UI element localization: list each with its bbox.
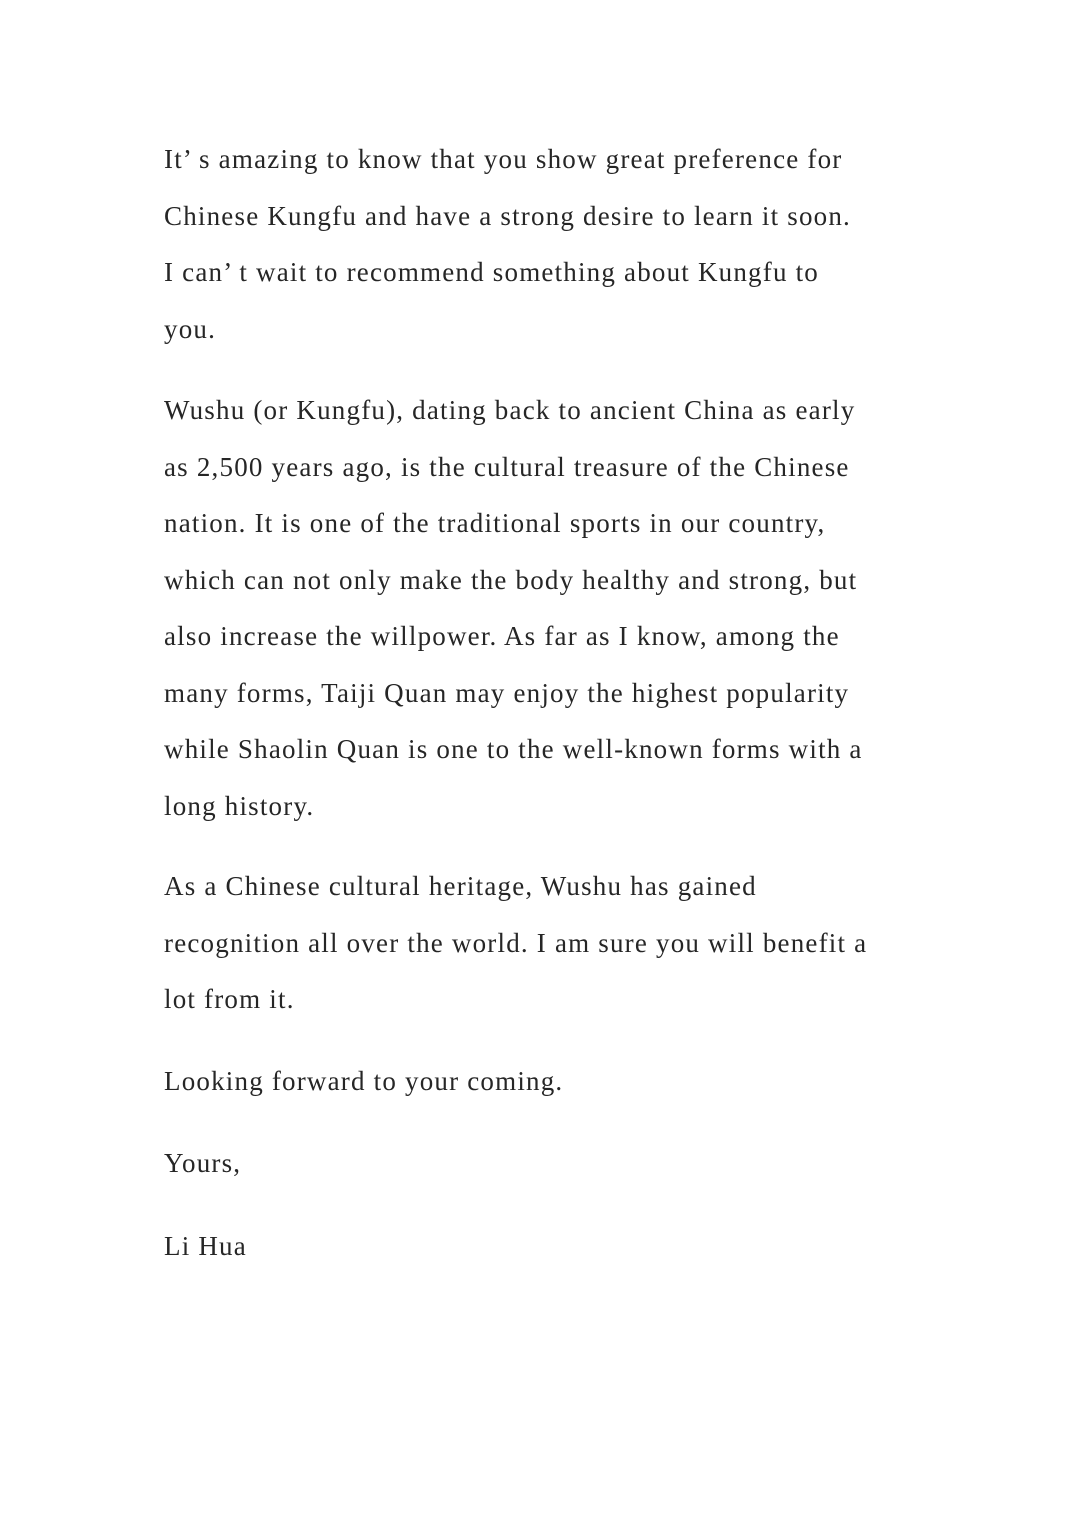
paragraph-line: as 2,500 years ago, is the cultural treasure of the Chinese — [164, 451, 850, 482]
paragraph-line: lot from it. — [164, 984, 295, 1014]
paragraph-line: As a Chinese cultural heritage, Wushu has gained — [164, 871, 757, 901]
paragraph-line: many forms, Taiji Quan may enjoy the highest popularity — [164, 677, 850, 708]
signature-text: Li Hua — [164, 1230, 247, 1261]
paragraph-line: Wushu (or Kungfu), dating back to ancient China as early — [164, 395, 856, 425]
closing-line — [164, 1053, 924, 1110]
paragraph-line: nation. It is one of the traditional sports in our country, — [164, 508, 826, 538]
paragraph-line: long history. — [164, 790, 315, 821]
paragraph-line: Chinese Kungfu and have a strong desire to learn it soon. — [164, 200, 852, 231]
paragraph-line: I can’ t wait to recommend something about Kungfu to — [164, 257, 820, 287]
paragraph-line: It’ s amazing to know that you show great preference for — [164, 144, 843, 174]
paragraph-wushu-history — [164, 382, 924, 834]
paragraph-line: also increase the willpower. As far as I know, among the — [164, 621, 840, 651]
paragraph-line: you. — [164, 313, 217, 344]
closing-text: Looking forward to your coming. — [164, 1065, 564, 1096]
salutation-text: Yours, — [164, 1148, 242, 1178]
letter-body — [164, 131, 924, 1274]
signature-line — [164, 1218, 924, 1275]
paragraph-line: while Shaolin Quan is one to the well-known forms with a — [164, 734, 863, 764]
paragraph-greeting — [164, 131, 924, 357]
paragraph-line: which can not only make the body healthy and strong, but — [164, 564, 858, 595]
paragraph-heritage — [164, 858, 924, 1028]
paragraph-line: recognition all over the world. I am sure you will benefit a — [164, 927, 868, 958]
salutation-line — [164, 1135, 924, 1192]
